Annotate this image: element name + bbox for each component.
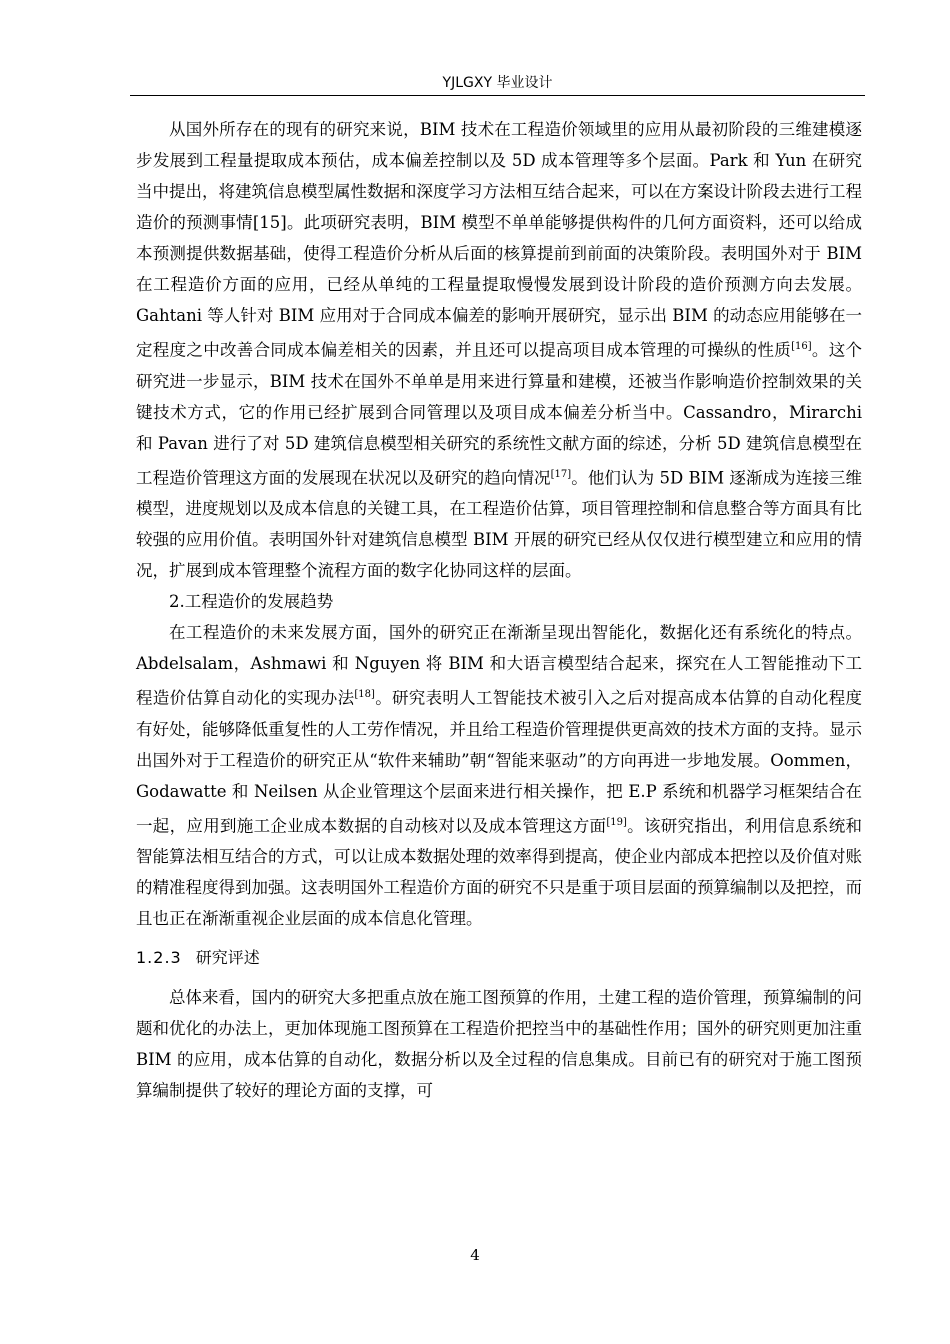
header-rule	[130, 95, 865, 96]
paragraph-text: 。这个研究进一步显示，BIM 技术在国外不单单是用来进行算量和建模，还被当作影响造价控制效果的关键技术方式，它的作用已经扩展到合同管理以及项目成本偏差分析当中。Cassandro，Mirarchi 和 Pavan 进行了对 5D 建筑信息模型相关研究的系统性文献方面的综述，分析 5D 建筑信息模型在工程造价管理这方面的发展现在状况以及研究的趋向情况	[136, 340, 862, 487]
running-header: YJLGXY 毕业设计	[442, 75, 553, 91]
citation-17: [17]	[550, 468, 572, 480]
paragraph-bim-cost-research	[136, 114, 862, 586]
citation-19: [19]	[606, 816, 627, 828]
paragraph-text: 。研究表明人工智能技术被引入之后对提高成本估算的自动化程度有好处，能够降低重复性的人工劳作情况，并且给工程造价管理提供更高效的技术方面的支持。显示出国外对于工程造价的研究正从“软件来辅助”朝“智能来驱动”的方向再进一步地发展。Oommen，Godawatte 和 Neilsen 从企业管理这个层面来进行相关操作，把 E.P 系统和机器学习框架结合在一起，应用到施工企业成本数据的自动核对以及成本管理这方面	[136, 688, 862, 835]
paragraph-development-trend	[136, 617, 862, 934]
page-number: 4	[470, 1246, 480, 1264]
section-number: 1.2.3	[136, 948, 182, 967]
citation-16: [16]	[791, 341, 812, 352]
paragraph-text: 。他们认为 5D BIM 逐渐成为连接三维模型，进度规划以及成本信息的关键工具，在工程造价估算，项目管理控制和信息整合等方面具有比较强的应用价值。表明国外针对建筑信息模型 BIM 开展的研究已经从仅仅进行模型建立和应用的情况，扩展到成本管理整个流程方面的数字化协同这样的层面。	[136, 468, 863, 580]
paragraph-research-review: 总体来看，国内的研究大多把重点放在施工图预算的作用，土建工程的造价管理，预算编制的问题和优化的办法上，更加体现施工图预算在工程造价把控当中的基础性作用；国外的研究则更加注重 BIM 的应用，成本估算的自动化，数据分析以及全过程的信息集成。目前已有的研究对于施工图预算编制提供了较好的理论方面的支撑，可	[136, 988, 862, 1100]
subheading-development-trend: 2.工程造价的发展趋势	[169, 592, 334, 611]
citation-18: [18]	[354, 689, 375, 700]
paragraph-text: 。该研究指出，利用信息系统和智能算法相互结合的方式，可以让成本数据处理的效率得到提高，使企业内部成本把控以及价值对账的精准程度得到加强。这表明国外工程造价方面的研究不只是重于项目层面的预算编制以及把控，而且也正在渐渐重视企业层面的成本信息化管理。	[136, 816, 862, 928]
body-text	[136, 114, 862, 1106]
paragraph-text: 从国外所存在的现有的研究来说，BIM 技术在工程造价领域里的应用从最初阶段的三维建模逐步发展到工程量提取成本预估，成本偏差控制以及 5D 成本管理等多个层面。Park 和 Yun 在研究当中提出，将建筑信息模型属性数据和深度学习方法相互结合起来，可以在方案设计阶段去进行工程造价的预测事情[15]。此项研究表明，BIM 模型不单单能够提供构件的几何方面资料，还可以给成本预测提供数据基础，使得工程造价分析从后面的核算提前到前面的决策阶段。表明国外对于 BIM 在工程造价方面的应用，已经从单纯的工程量提取慢慢发展到设计阶段的造价预测方向去发展。Gahtani 等人针对 BIM 应用对于合同成本偏差的影响开展研究，显示出 BIM 的动态应用能够在一定程度之中改善合同成本偏差相关的因素，并且还可以提高项目成本管理的可操纵的性质	[136, 120, 862, 360]
paragraph-text: 在工程造价的未来发展方面，国外的研究正在渐渐呈现出智能化，数据化还有系统化的特点。Abdelsalam，Ashmawi 和 Nguyen 将 BIM 和大语言模型结合起来，探究在人工智能推动下工程造价估算自动化的实现办法	[136, 623, 862, 708]
section-title: 研究评述	[195, 948, 260, 967]
section-heading	[136, 943, 862, 973]
